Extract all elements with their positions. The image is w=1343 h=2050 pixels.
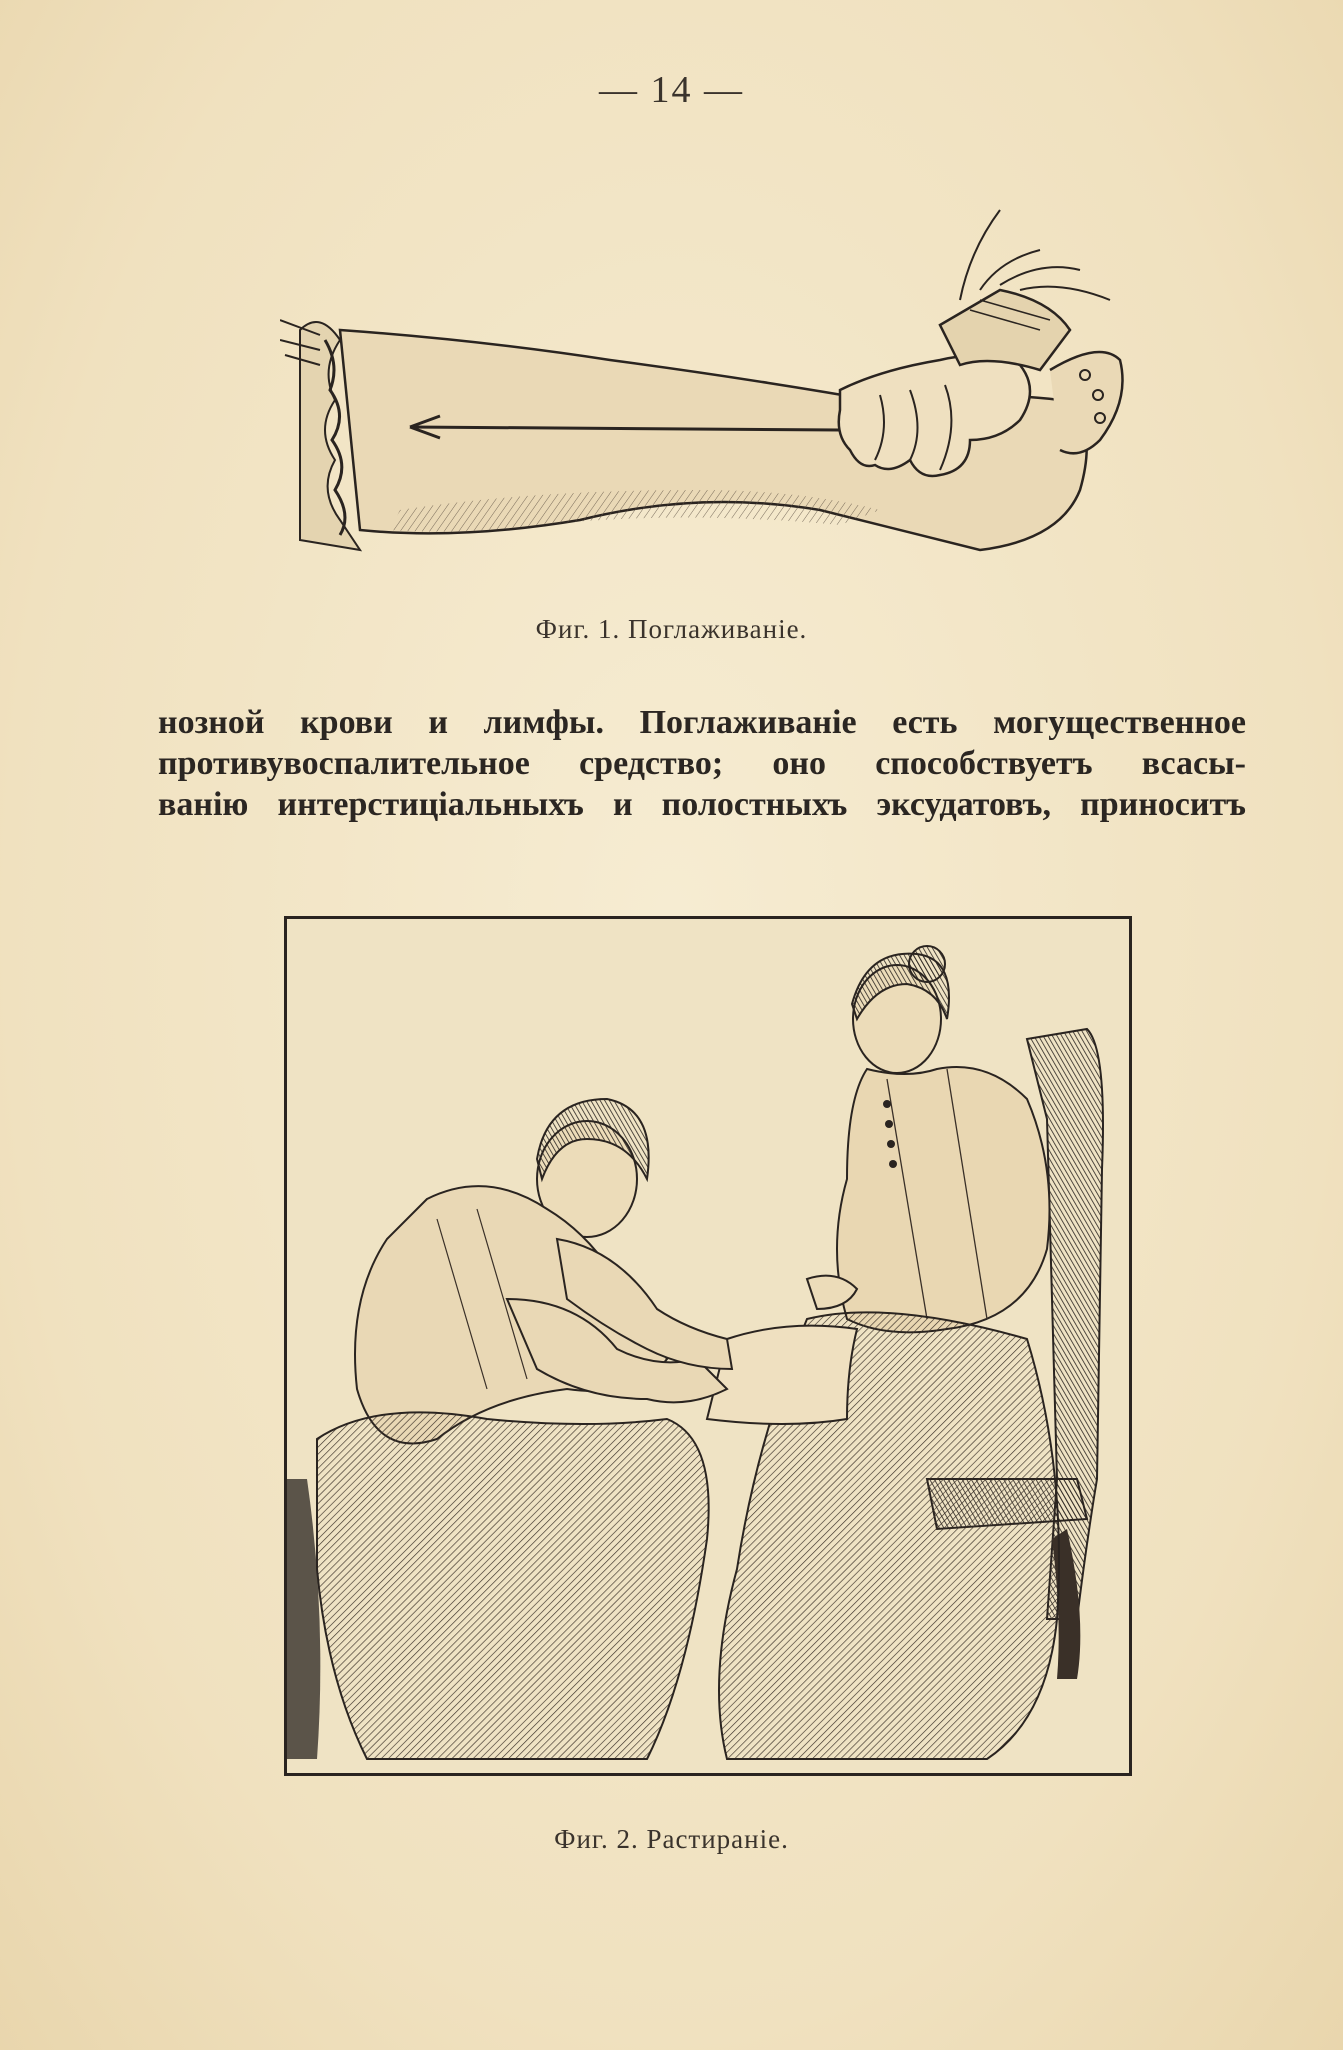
page-number: — 14 — xyxy=(599,69,744,111)
text-line: нозной крови и лимфы. Поглаживаніе есть могущественное xyxy=(158,704,1246,741)
figure-1-leg-stroking-illustration xyxy=(280,190,1180,590)
body-paragraph xyxy=(158,702,1246,825)
figure-1-caption: Фиг. 1. Поглаживаніе. xyxy=(535,614,808,644)
text-line: противувоспалительное средство; оно способствуетъ всасы- xyxy=(158,745,1246,782)
figure-2-rubbing-illustration xyxy=(284,916,1132,1776)
figure-2-caption: Фиг. 2. Растираніе. xyxy=(554,1824,789,1854)
text-line: ванію интерстиціальныхъ и полостныхъ эксудатовъ, приноситъ xyxy=(158,786,1246,823)
